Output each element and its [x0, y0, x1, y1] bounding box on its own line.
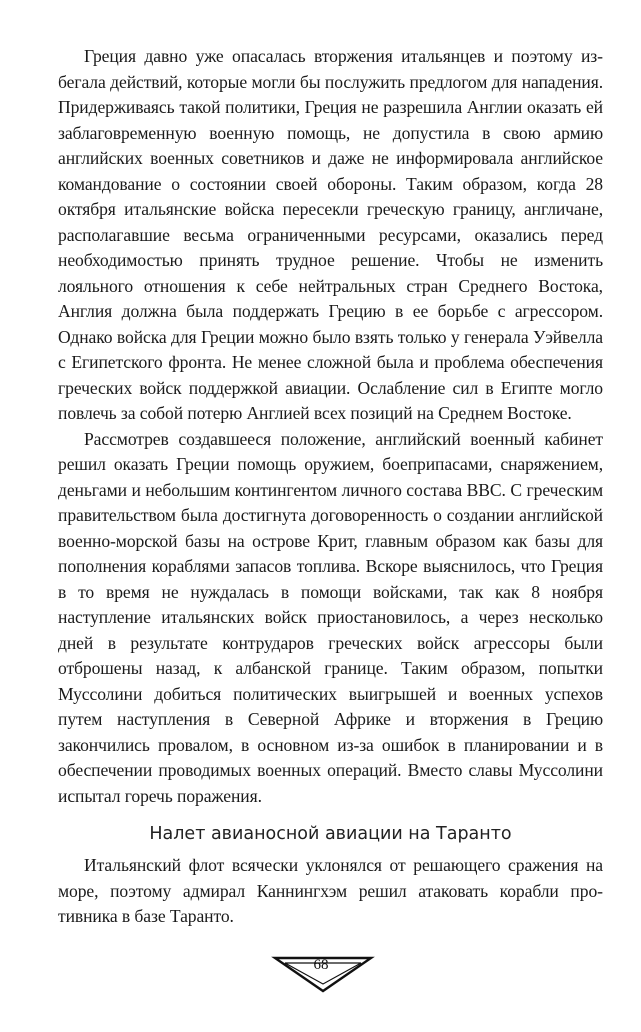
- page-footer: [0, 955, 641, 995]
- paragraph-italian-fleet: Итальянский флот всячески уклонялся от решающего сражения на море, поэтому адмирал Каннингхэм решил атаковать корабли противника в базе Таранто.: [58, 855, 603, 926]
- section-heading: Налет авианосной авиации на Таранто: [149, 824, 512, 844]
- page-number: 68: [313, 957, 329, 973]
- paragraph-british-cabinet: Рассмотрев создавшееся положение, английский военный кабинет решил оказать Греции помощь оружием, боеприпасами, снаряжением, деньгами и небольшим контингентом личного состава ВВС. С греческим правительством была достигнута договоренность о создании английской военно-морской базы на острове Крит, главным образом как базы для пополнения кораблями запасов топлива. Вскоре выяснилось, что Греция в то время не нуждалась в помощи войсками, так как 8 ноября наступление итальянских войск приостановилось, а через несколько дней в результате контрударов греческих войск агрессоры были отброшены назад, к албанской границе. Таким образом, попытки Муссолини добиться политических выигрышей и военных успехов путем наступления в Северной Африке и вторжения в Грецию закончились провалом, в основном из-за ошибок в планировании и в обеспечении проводимых военных операций. Вместо славы Муссолини испытал горечь поражения.: [58, 428, 603, 806]
- paragraph-greece-policy: Греция давно уже опасалась вторжения итальянцев и поэтому избегала действий, которые могли бы послужить предлогом для нападения. Придерживаясь такой политики, Греция не разрешила Англии оказать ей заблаговременную военную помощь, не допустила в свою армию английских военных советников и даже не информировала английское командование о состоянии своей обороны. Таким образом, когда 28 октября итальянские войска пересекли греческую границу, англичане, располагавшие весьма ограниченными ресурсами, оказались перед необходимостью принять трудное решение. Чтобы не изменить лояльного отношения к себе нейтральных стран Среднего Востока, Англия должна была поддержать Грецию в ее борьбе с агрессором. Однако войска для Греции можно было взять только у генерала Уэйвелла с Египетского фронта. Не менее сложной была и проблема обеспечения греческих войск поддержкой авиации. Ослабление сил в Египте могло повлечь за собой потерю Англией всех позиций на Среднем Востоке.: [58, 46, 603, 423]
- page-body: [58, 44, 603, 930]
